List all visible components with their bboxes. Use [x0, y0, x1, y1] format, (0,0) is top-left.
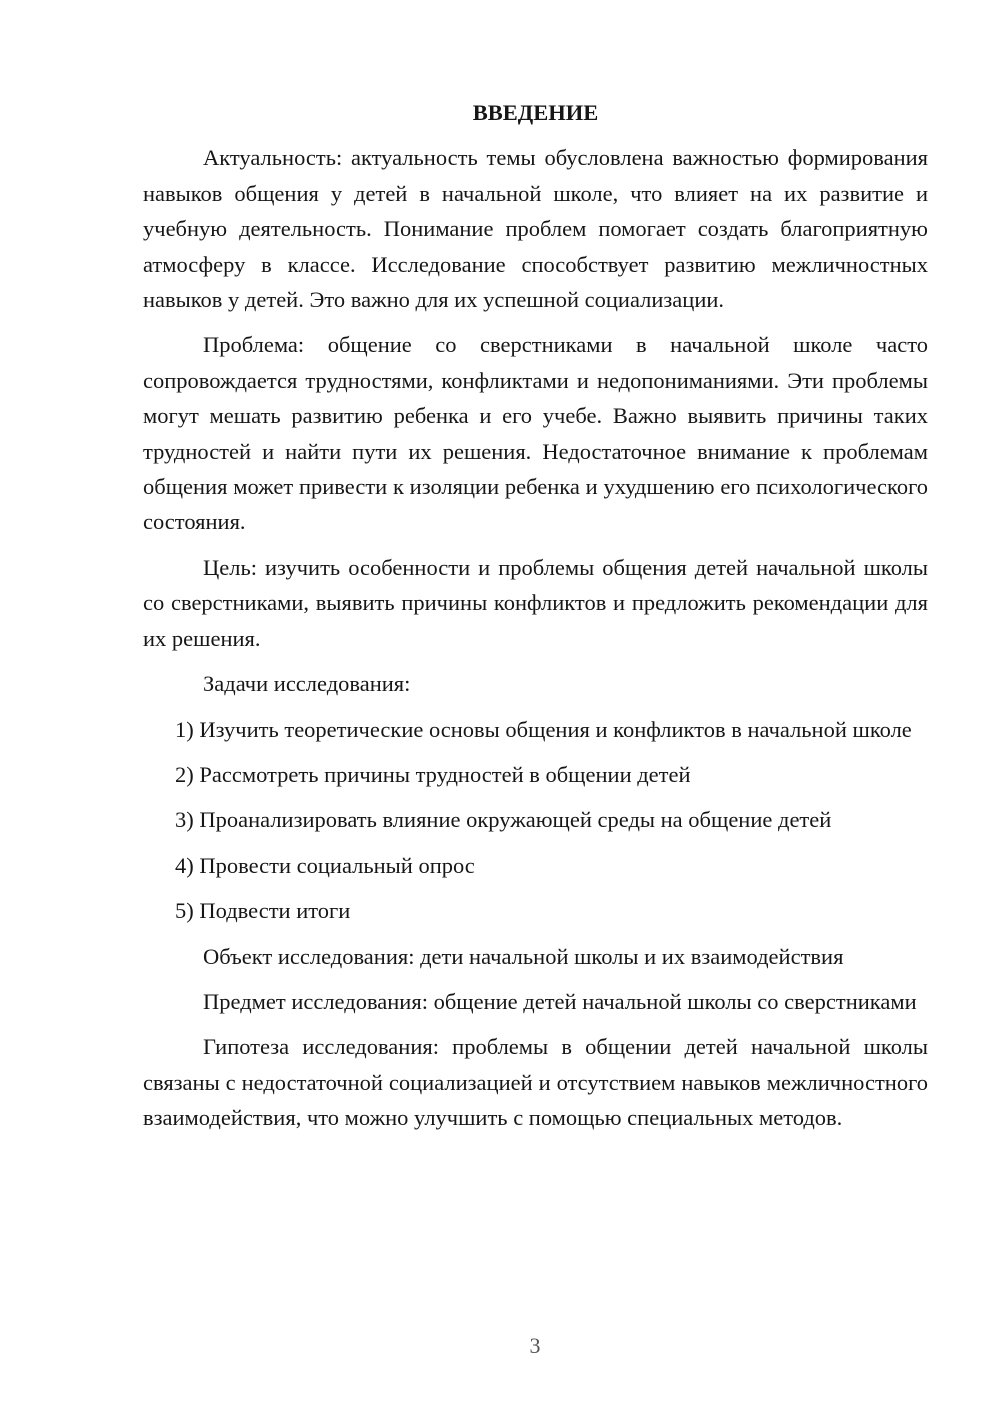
problem-paragraph: Проблема: общение со сверстниками в начальной школе часто сопровождается трудностями, конфликтами и недопониманиями. Эти проблемы могут мешать развитию ребенка и его учебе. Важно выявить причины таких трудностей и найти пути их решения. Недостаточное внимание к проблемам общения может привести к изоляции ребенка и ухудшению его психологического состояния.	[143, 332, 928, 535]
task-item-2: 2) Рассмотреть причины трудностей в общении детей	[175, 761, 691, 787]
goal-paragraph: Цель: изучить особенности и проблемы общения детей начальной школы со сверстниками, выявить причины конфликтов и предложить рекомендации для их решения.	[143, 554, 928, 651]
page-content	[143, 95, 928, 1146]
tasks-heading: Задачи исследования:	[203, 671, 411, 697]
task-item-5: 5) Подвести итоги	[175, 898, 351, 924]
relevance-paragraph: Актуальность: актуальность темы обусловлена важностью формирования навыков общения у детей в начальной школе, что влияет на их развитие и учебную деятельность. Понимание проблем помогает создать благоприятную атмосферу в классе. Исследование способствует развитию межличностных навыков у детей. Это важно для их успешной социализации.	[143, 145, 928, 313]
object-paragraph: Объект исследования: дети начальной школы и их взаимодействия	[203, 943, 844, 969]
hypothesis-paragraph: Гипотеза исследования: проблемы в общении детей начальной школы связаны с недостаточной социализацией и отсутствием навыков межличностного взаимодействия, что можно улучшить с помощью специальных методов.	[143, 1034, 928, 1131]
task-item-4: 4) Провести социальный опрос	[175, 852, 475, 878]
page-number: 3	[529, 1333, 541, 1358]
subject-paragraph: Предмет исследования: общение детей начальной школы со сверстниками	[203, 988, 917, 1014]
task-item-3: 3) Проанализировать влияние окружающей среды на общение детей	[175, 807, 832, 833]
task-item-1: 1) Изучить теоретические основы общения и конфликтов в начальной школе	[175, 716, 912, 742]
section-title: ВВЕДЕНИЕ	[472, 100, 599, 125]
